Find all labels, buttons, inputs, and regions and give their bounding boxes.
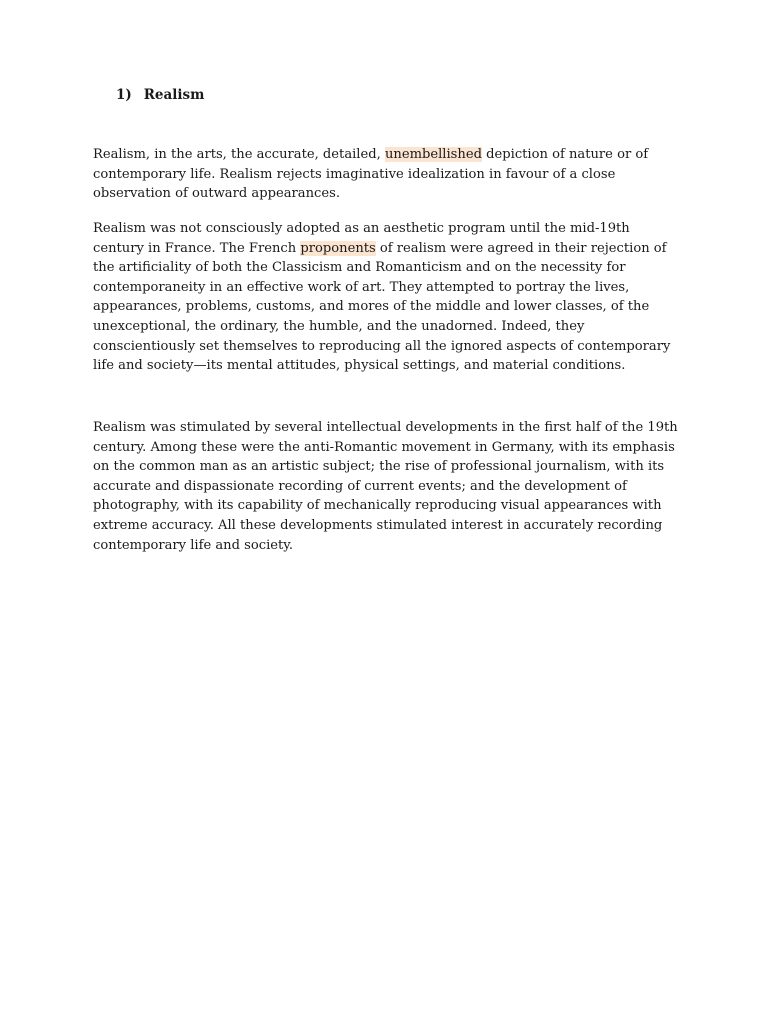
paragraph-line: conscientiously set themselves to reproducing all the ignored aspects of contemporary [93, 338, 671, 354]
paragraph-line [93, 145, 693, 165]
paragraph-line: contemporary life. Realism rejects imaginative idealization in favour of a close [93, 166, 616, 182]
paragraph-line: contemporaneity in an effective work of art. They attempted to portray the lives, [93, 279, 630, 295]
paragraph-line [93, 239, 693, 259]
section-heading [116, 87, 204, 103]
paragraph-line: photography, with its capability of mechanically reproducing visual appearances with [93, 498, 662, 514]
paragraph-line: accurate and dispassionate recording of current events; and the development of [93, 478, 627, 494]
heading-number: 1) [116, 87, 132, 103]
paragraph-line: Realism was stimulated by several intellectual developments in the first half of the 19th [93, 420, 678, 435]
paragraph-line: the artificiality of both the Classicism and Romanticism and on the necessity for [93, 260, 626, 276]
paragraph-line: contemporary life and society. [93, 537, 294, 553]
paragraph-1 [93, 145, 693, 204]
heading-title: Realism [143, 87, 205, 103]
text-run: century in France. The French [93, 240, 301, 256]
paragraph-line: extreme accuracy. All these developments stimulated interest in accurately recording [93, 517, 663, 533]
highlighted-word: proponents [300, 240, 376, 256]
text-run: of realism were agreed in their rejection of [375, 240, 667, 256]
paragraph-line: century. Among these were the anti-Romantic movement in Germany, with its emphasis [93, 439, 675, 455]
paragraph-line: observation of outward appearances. [93, 186, 340, 202]
paragraph-3 [93, 418, 693, 555]
highlighted-word: unembellished [384, 147, 482, 162]
paragraph-2 [93, 219, 693, 376]
paragraph-line: appearances, problems, customs, and mores of the middle and lower classes, of the [93, 299, 650, 315]
paragraph-line: on the common man as an artistic subject; the rise of professional journalism, with its [93, 459, 665, 475]
text-run: depiction of nature or of [481, 147, 649, 162]
paragraph-line: Realism was not consciously adopted as an aesthetic program until the mid-19th [93, 221, 630, 236]
paragraph-line: unexceptional, the ordinary, the humble, and the unadorned. Indeed, they [93, 318, 585, 334]
text-run: Realism, in the arts, the accurate, detailed, [93, 147, 385, 162]
paragraph-line: life and society—its mental attitudes, physical settings, and material conditions. [93, 358, 626, 374]
